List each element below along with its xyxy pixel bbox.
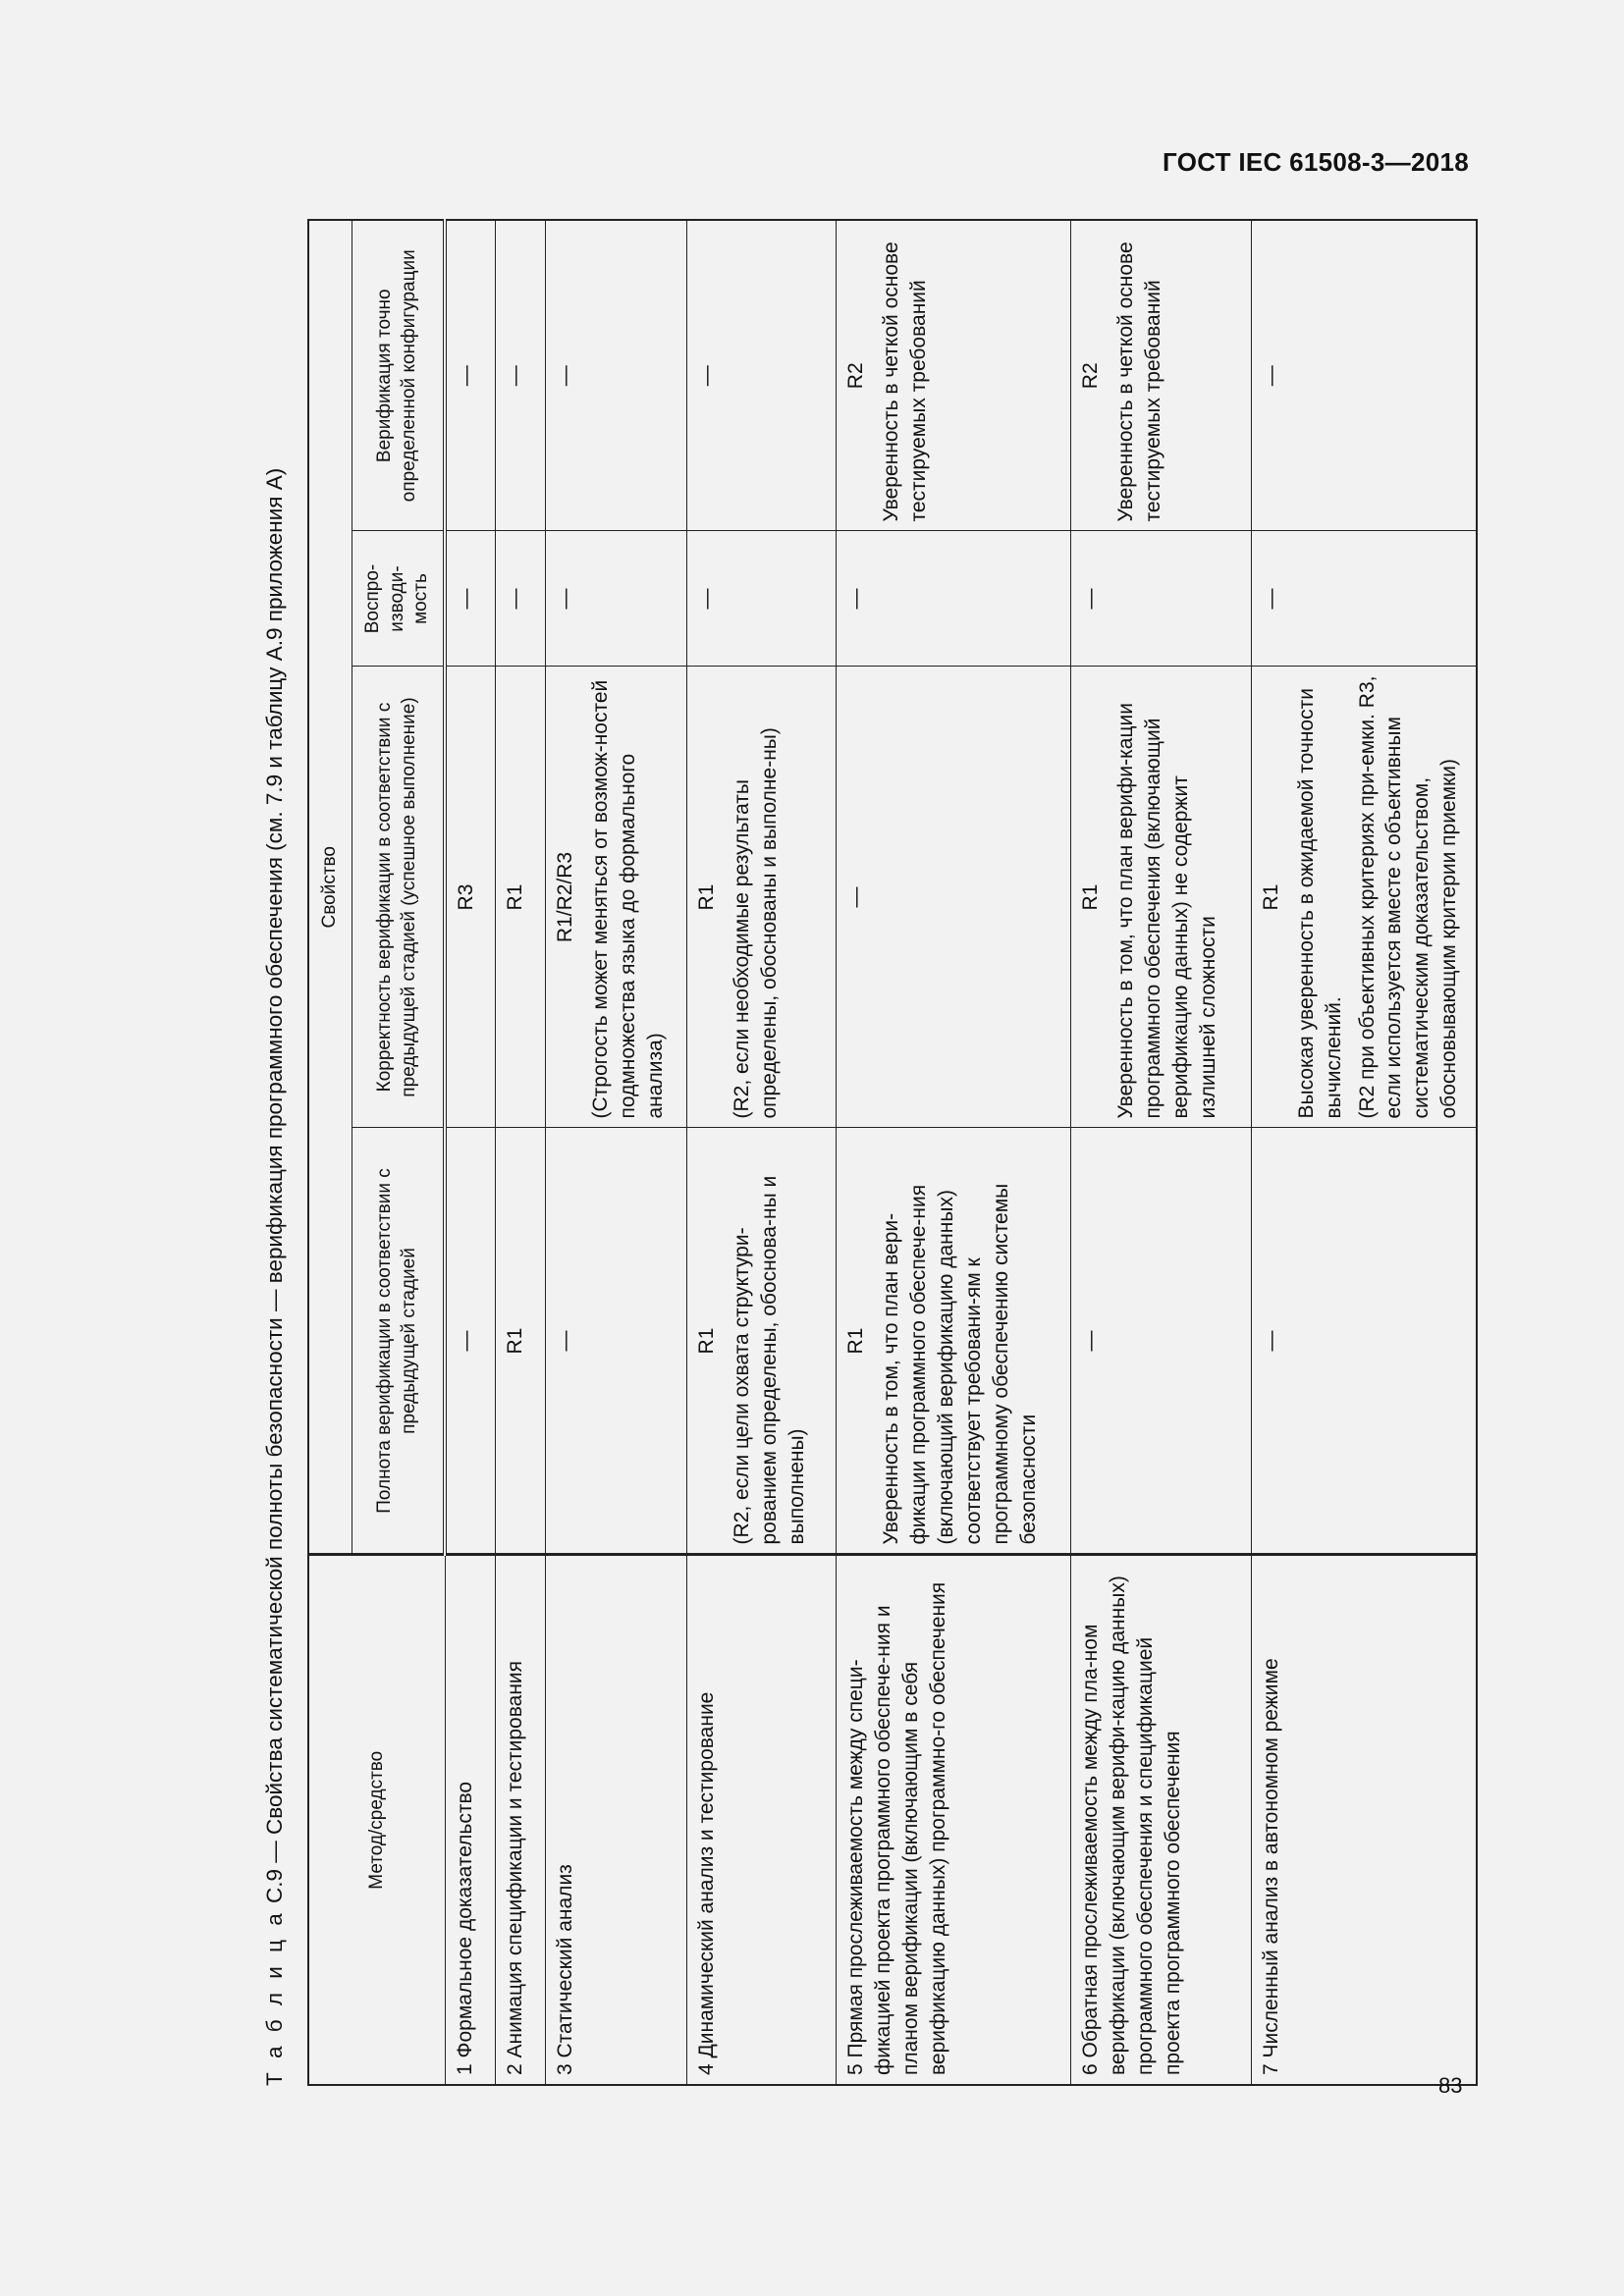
completeness-code: — bbox=[1079, 1330, 1103, 1352]
config-cell bbox=[496, 220, 545, 531]
rotated-table-block bbox=[260, 191, 1478, 2086]
method-cell-text: 2 Анимация спецификации и тестирования bbox=[504, 1660, 527, 2075]
repeatability-value: — bbox=[553, 588, 576, 610]
correctness-cell bbox=[837, 667, 1071, 1128]
table-row bbox=[1071, 220, 1251, 2085]
method-cell bbox=[1251, 1555, 1477, 2085]
table-row bbox=[837, 220, 1071, 2085]
method-cell-text: 6 Обратная прослеживаемость между пла-ном верификации (включающим верифи-кацию данных) программного обеспечения и спецификацией проекта программного обеспечения bbox=[1079, 1575, 1185, 2075]
correctness-code: R1 bbox=[1079, 883, 1103, 911]
method-cell bbox=[496, 1555, 545, 2085]
correctness-note: (Строгость может меняться от возмож-ностей подмножества языка до формального анализа) bbox=[588, 679, 667, 1119]
correctness-code: — bbox=[844, 886, 868, 908]
repeatability-cell bbox=[445, 531, 496, 667]
config-cell bbox=[545, 220, 686, 531]
repeatability-value: — bbox=[1079, 588, 1103, 610]
correctness-cell bbox=[445, 667, 496, 1128]
correctness-cell bbox=[496, 667, 545, 1128]
completeness-code: R1 bbox=[844, 1327, 868, 1355]
config-code: — bbox=[1259, 365, 1282, 387]
correctness-code: R1 bbox=[695, 883, 719, 911]
header-config: Верификация точно определенной конфигурации bbox=[352, 220, 445, 531]
table-row bbox=[496, 220, 545, 2085]
config-code: — bbox=[504, 365, 527, 387]
table-header-row-group bbox=[308, 220, 352, 2085]
table-row bbox=[545, 220, 686, 2085]
completeness-cell bbox=[1251, 1128, 1477, 1555]
correctness-code: R1/R2/R3 bbox=[553, 851, 576, 943]
verification-properties-table bbox=[307, 219, 1478, 2086]
correctness-cell bbox=[1251, 667, 1477, 1128]
correctness-cell bbox=[545, 667, 686, 1128]
config-cell bbox=[445, 220, 496, 531]
correctness-cell bbox=[1071, 667, 1251, 1128]
repeatability-cell bbox=[687, 531, 837, 667]
header-repeatability: Воспро-изводи-мость bbox=[352, 531, 445, 667]
method-cell bbox=[445, 1555, 496, 2085]
completeness-cell bbox=[687, 1128, 837, 1555]
correctness-code: R3 bbox=[455, 883, 477, 911]
completeness-cell bbox=[545, 1128, 686, 1555]
correctness-code: R1 bbox=[504, 883, 527, 911]
method-cell bbox=[837, 1555, 1071, 2085]
method-cell-text: 5 Прямая прослеживаемость между специ-фикацией проекта программного обеспече-ния и планом верификации (включающим в себя верификацию данных) программно-го обеспечения bbox=[844, 1581, 950, 2075]
completeness-code: R1 bbox=[695, 1327, 719, 1355]
completeness-code: R1 bbox=[504, 1327, 527, 1355]
repeatability-cell bbox=[496, 531, 545, 667]
completeness-note: (R2, если цели охвата структури-рованием определены, обоснова-ны и выполнены) bbox=[730, 1175, 808, 1545]
config-cell bbox=[687, 220, 837, 531]
repeatability-value: — bbox=[455, 588, 477, 610]
header-property-group: Свойство bbox=[308, 220, 352, 1555]
config-note: Уверенность в четкой основе тестируемых требований bbox=[1114, 241, 1165, 522]
method-cell-text: 1 Формальное доказательство bbox=[453, 1781, 476, 2075]
method-cell-text: 3 Статический анализ bbox=[553, 1864, 576, 2075]
header-completeness: Полнота верификации в соответствии с предыдущей стадией bbox=[352, 1128, 445, 1555]
repeatability-value: — bbox=[695, 588, 719, 610]
method-cell bbox=[1071, 1555, 1251, 2085]
completeness-cell bbox=[445, 1128, 496, 1555]
repeatability-cell bbox=[837, 531, 1071, 667]
correctness-note-2: (R2 при объективных критериях при-емки. R3, если используется вместе с объективным систематическим доказательством, обосновывающим критерии приемки) bbox=[1355, 675, 1461, 1119]
correctness-code: R1 bbox=[1259, 883, 1282, 911]
caption-prefix: Т а б л и ц а bbox=[262, 1909, 287, 2086]
repeatability-value: — bbox=[844, 588, 868, 610]
config-note: Уверенность в четкой основе тестируемых требований bbox=[880, 241, 931, 522]
repeatability-value: — bbox=[504, 588, 527, 610]
config-code: R2 bbox=[844, 362, 868, 390]
correctness-note: Высокая уверенность в ожидаемой точности вычислений. bbox=[1294, 688, 1345, 1119]
config-code: R2 bbox=[1079, 362, 1103, 390]
correctness-note: (R2, если необходимые результаты определены, обоснованы и выполне-ны) bbox=[730, 727, 781, 1119]
table-caption bbox=[260, 191, 299, 2086]
method-cell-text: 7 Численный анализ в автономном режиме bbox=[1259, 1658, 1282, 2075]
config-code: — bbox=[553, 365, 576, 387]
method-cell bbox=[687, 1555, 837, 2085]
config-cell bbox=[837, 220, 1071, 531]
repeatability-cell bbox=[1071, 531, 1251, 667]
completeness-cell bbox=[837, 1128, 1071, 1555]
header-method: Метод/средство bbox=[308, 1555, 445, 2085]
repeatability-cell bbox=[545, 531, 686, 667]
completeness-cell bbox=[496, 1128, 545, 1555]
header-correctness: Корректность верификации в соответствии с предыдущей стадией (успешное выполнение) bbox=[352, 667, 445, 1128]
completeness-note: Уверенность в том, что план вери-фикации программного обеспече-ния (включающий верификацию данных) соответствует требовани-ям к программному обеспечению системы безопасности bbox=[880, 1183, 1041, 1545]
standard-designation: ГОСТ IEC 61508-3—2018 bbox=[1163, 147, 1469, 177]
method-cell bbox=[545, 1555, 686, 2085]
completeness-cell bbox=[1071, 1128, 1251, 1555]
config-cell bbox=[1251, 220, 1477, 531]
correctness-cell bbox=[687, 667, 837, 1128]
completeness-code: — bbox=[1259, 1330, 1282, 1352]
table-row bbox=[445, 220, 496, 2085]
completeness-code: — bbox=[553, 1330, 576, 1352]
page-number: 83 bbox=[1438, 2073, 1463, 2098]
method-cell-text: 4 Динамический анализ и тестирование bbox=[695, 1691, 719, 2075]
config-cell bbox=[1071, 220, 1251, 531]
completeness-code: — bbox=[455, 1330, 477, 1352]
repeatability-value: — bbox=[1259, 588, 1282, 610]
caption-text: С.9 — Свойства систематической полноты безопасности — верификация программного обеспечения (см. 7.9 и таблицу А.9 приложения А) bbox=[262, 467, 287, 1903]
table-row bbox=[1251, 220, 1477, 2085]
repeatability-cell bbox=[1251, 531, 1477, 667]
config-code: — bbox=[455, 365, 477, 387]
correctness-note: Уверенность в том, что план верифи-кации программного обеспечения (включающий верификацию данных) не содержит излишней сложности bbox=[1114, 703, 1220, 1119]
table-row bbox=[687, 220, 837, 2085]
config-code: — bbox=[695, 365, 719, 387]
